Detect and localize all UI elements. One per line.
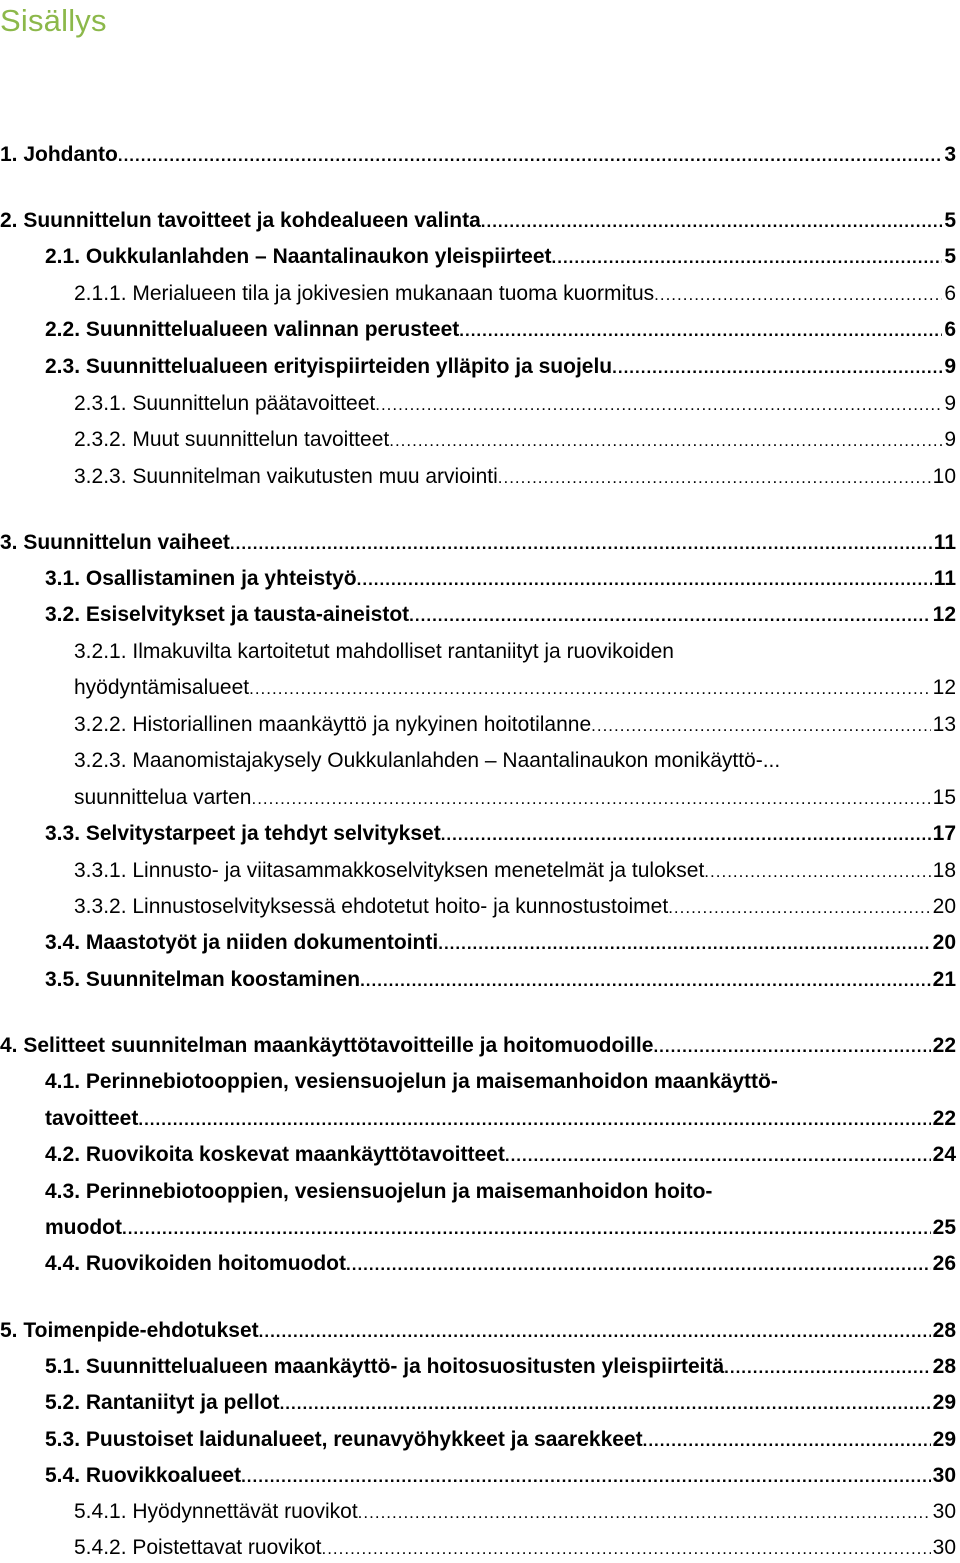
toc-leader-dots — [441, 821, 931, 849]
toc-entry-text: 2.3.1. Suunnittelun päätavoitteet — [74, 392, 376, 415]
toc-page-number: 18 — [932, 859, 956, 882]
toc-entry-4-3[interactable] — [45, 1214, 956, 1242]
toc-entry-3[interactable] — [0, 529, 956, 557]
toc-leader-dots — [668, 894, 930, 922]
toc-page-number: 10 — [932, 465, 956, 488]
toc-page-number: 30 — [932, 1500, 956, 1523]
toc-entry-text: 2.1.1. Merialueen tila ja jokivesien mukanaan tuoma kuormitus — [74, 282, 655, 305]
toc-entry-3-1[interactable] — [45, 565, 956, 593]
toc-page-number: 12 — [932, 603, 956, 626]
toc-entry-text: 3.1. Osallistaminen ja yhteistyö — [45, 567, 357, 590]
toc-leader-dots — [591, 712, 931, 740]
toc-entry-3-2-3-line1[interactable]: 3.2.3. Maanomistajakysely Oukkulanlahden – Naantalinaukon monikäyttö-... — [74, 749, 781, 772]
toc-entry-3-2-1-line1[interactable]: 3.2.1. Ilmakuvilta kartoitetut mahdolliset rantaniityt ja ruovikoiden — [74, 640, 674, 663]
toc-page-number: 12 — [932, 676, 956, 699]
toc-entry-text: 3.3.1. Linnusto- ja viitasammakkoselvityksen menetelmät ja tulokset — [74, 859, 705, 882]
toc-entry-text: 3.2.3. Suunnitelman vaikutusten muu arviointi — [74, 465, 498, 488]
toc-page-number: 9 — [944, 392, 956, 415]
toc-leader-dots — [389, 427, 942, 455]
toc-leader-dots — [358, 1499, 931, 1527]
toc-entry-5-2[interactable] — [45, 1389, 956, 1417]
toc-leader-dots — [438, 930, 930, 958]
toc-leader-dots — [375, 391, 942, 419]
toc-entry-text: 2.2. Suunnittelualueen valinnan perusteet — [45, 318, 460, 341]
toc-entry-5-3[interactable] — [45, 1426, 956, 1454]
toc-leader-dots — [321, 1535, 930, 1563]
toc-page-number: 22 — [932, 1034, 956, 1057]
toc-entry-2[interactable] — [0, 207, 956, 235]
toc-entry-text: suunnittelua varten — [74, 786, 252, 809]
toc-entry-text: 2. Suunnittelun tavoitteet ja kohdealueen valinta — [0, 209, 481, 232]
toc-entry-2-3[interactable] — [45, 353, 956, 381]
toc-leader-dots — [118, 142, 942, 170]
toc-entry-3-2-2[interactable] — [74, 711, 956, 739]
toc-page-number: 24 — [932, 1143, 956, 1166]
toc-entry-text: 3. Suunnittelun vaiheet — [0, 531, 230, 554]
toc-entry-3-2-3-a[interactable] — [74, 463, 956, 491]
page-title: Sisällys — [0, 3, 107, 38]
toc-entry-text: tavoitteet — [45, 1107, 139, 1130]
toc-page-number: 28 — [932, 1319, 956, 1342]
toc-page-number: 29 — [932, 1391, 956, 1414]
toc-entry-3-4[interactable] — [45, 929, 956, 957]
toc-leader-dots — [643, 1427, 931, 1455]
toc-leader-dots — [654, 281, 942, 309]
toc-page-number: 17 — [932, 822, 956, 845]
toc-entry-text: 4.4. Ruovikoiden hoitomuodot — [45, 1252, 346, 1275]
toc-entry-text: 3.5. Suunnitelman koostaminen — [45, 968, 361, 991]
toc-entry-2-2[interactable] — [45, 316, 956, 344]
toc-entry-4-4[interactable] — [45, 1250, 956, 1278]
toc-page-number: 25 — [932, 1216, 956, 1239]
toc-leader-dots — [498, 464, 931, 492]
toc-leader-dots — [653, 1033, 930, 1061]
toc-entry-3-2[interactable] — [45, 601, 956, 629]
toc-entry-text: 5.3. Puustoiset laidunalueet, reunavyöhykkeet ja saarekkeet — [45, 1428, 643, 1451]
toc-entry-5-4-2[interactable] — [74, 1534, 956, 1562]
toc-entry-text: 5.4.1. Hyödynnettävät ruovikot — [74, 1500, 358, 1523]
toc-page-number: 28 — [932, 1355, 956, 1378]
toc-page-number: 22 — [932, 1107, 956, 1130]
toc-entry-4[interactable] — [0, 1032, 956, 1060]
toc-page-number: 11 — [933, 567, 956, 590]
toc-leader-dots — [251, 785, 930, 813]
toc-entry-text: hyödyntämisalueet — [74, 676, 250, 699]
toc-entry-text: 4.2. Ruovikoita koskevat maankäyttötavoitteet — [45, 1143, 505, 1166]
toc-entry-4-1-line1[interactable]: 4.1. Perinnebiotooppien, vesiensuojelun ja maisemanhoidon maankäyttö- — [45, 1070, 778, 1093]
toc-entry-text: 3.2.2. Historiallinen maankäyttö ja nykyinen hoitotilanne — [74, 713, 592, 736]
toc-leader-dots — [249, 675, 931, 703]
toc-entry-text: 3.3. Selvitystarpeet ja tehdyt selvitykset — [45, 822, 441, 845]
toc-entry-3-2-3[interactable] — [74, 784, 956, 812]
toc-page-number: 20 — [932, 931, 956, 954]
toc-leader-dots — [612, 354, 942, 382]
toc-entry-text: 5.1. Suunnittelualueen maankäyttö- ja hoitosuositusten yleispiirteitä — [45, 1355, 725, 1378]
toc-leader-dots — [259, 1318, 931, 1346]
toc-entry-text: 5.4. Ruovikkoalueet — [45, 1464, 242, 1487]
toc-entry-5[interactable] — [0, 1317, 956, 1345]
toc-entry-3-3-2[interactable] — [74, 893, 956, 921]
toc-entry-2-3-1[interactable] — [74, 390, 956, 418]
toc-entry-text: 3.2. Esiselvitykset ja tausta-aineistot — [45, 603, 410, 626]
toc-page-number: 21 — [932, 968, 956, 991]
toc-leader-dots — [280, 1390, 931, 1418]
toc-page-number: 3 — [944, 143, 956, 166]
toc-entry-4-2[interactable] — [45, 1141, 956, 1169]
toc-entry-text: 5. Toimenpide-ehdotukset — [0, 1319, 259, 1342]
toc-leader-dots — [138, 1106, 930, 1134]
toc-page-number: 20 — [932, 895, 956, 918]
toc-page-number: 5 — [944, 209, 956, 232]
toc-page-number: 30 — [932, 1536, 956, 1559]
toc-page-number: 15 — [932, 786, 956, 809]
toc-entry-5-1[interactable] — [45, 1353, 956, 1381]
toc-entry-5-4[interactable] — [45, 1462, 956, 1490]
toc-entry-3-3-1[interactable] — [74, 857, 956, 885]
toc-page-number: 9 — [944, 428, 956, 451]
toc-leader-dots — [346, 1251, 931, 1279]
toc-entry-text: 5.4.2. Poistettavat ruovikot — [74, 1536, 322, 1559]
toc-entry-text: 4. Selitteet suunnitelman maankäyttötavoitteille ja hoitomuodoille — [0, 1034, 654, 1057]
toc-leader-dots — [357, 566, 932, 594]
toc-entry-text: 2.3.2. Muut suunnittelun tavoitteet — [74, 428, 390, 451]
toc-entry-text: 2.1. Oukkulanlahden – Naantalinaukon yleispiirteet — [45, 245, 552, 268]
toc-page-number: 6 — [944, 282, 956, 305]
toc-entry-2-3-2[interactable] — [74, 426, 956, 454]
toc-leader-dots — [552, 244, 943, 272]
toc-entry-text: 3.3.2. Linnustoselvityksessä ehdotetut hoito- ja kunnostustoimet — [74, 895, 669, 918]
toc-entry-4-3-line1[interactable]: 4.3. Perinnebiotooppien, vesiensuojelun ja maisemanhoidon hoito- — [45, 1180, 713, 1203]
toc-leader-dots — [409, 602, 930, 630]
toc-page-number: 29 — [932, 1428, 956, 1451]
toc-leader-dots — [241, 1463, 931, 1491]
toc-entry-3-5[interactable] — [45, 966, 956, 994]
toc-page-number: 30 — [932, 1464, 956, 1487]
toc-entry-5-4-1[interactable] — [74, 1498, 956, 1526]
toc-entry-3-2-1[interactable] — [74, 674, 956, 702]
toc-leader-dots — [122, 1215, 931, 1243]
toc-entry-3-3[interactable] — [45, 820, 956, 848]
toc-page-number: 26 — [932, 1252, 956, 1275]
toc-leader-dots — [459, 317, 942, 345]
toc-entry-text: 2.3. Suunnittelualueen erityispiirteiden ylläpito ja suojelu — [45, 355, 613, 378]
toc-entry-text: muodot — [45, 1216, 122, 1239]
toc-entry-1[interactable] — [0, 141, 956, 169]
toc-leader-dots — [481, 208, 943, 236]
toc-leader-dots — [724, 1354, 931, 1382]
toc-leader-dots — [360, 967, 931, 995]
toc-entry-4-1[interactable] — [45, 1105, 956, 1133]
toc-page-number: 9 — [944, 355, 956, 378]
toc-leader-dots — [230, 530, 932, 558]
toc-entry-text: 3.4. Maastotyöt ja niiden dokumentointi — [45, 931, 439, 954]
toc-page-number: 11 — [933, 531, 956, 554]
toc-page-number: 6 — [944, 318, 956, 341]
toc-entry-2-1[interactable] — [45, 243, 956, 271]
toc-page-number: 5 — [944, 245, 956, 268]
toc-entry-text: 5.2. Rantaniityt ja pellot — [45, 1391, 280, 1414]
toc-leader-dots — [505, 1142, 931, 1170]
toc-page-number: 13 — [932, 713, 956, 736]
toc-leader-dots — [704, 858, 930, 886]
toc-entry-text: 1. Johdanto — [0, 143, 118, 166]
toc-entry-2-1-1[interactable] — [74, 280, 956, 308]
